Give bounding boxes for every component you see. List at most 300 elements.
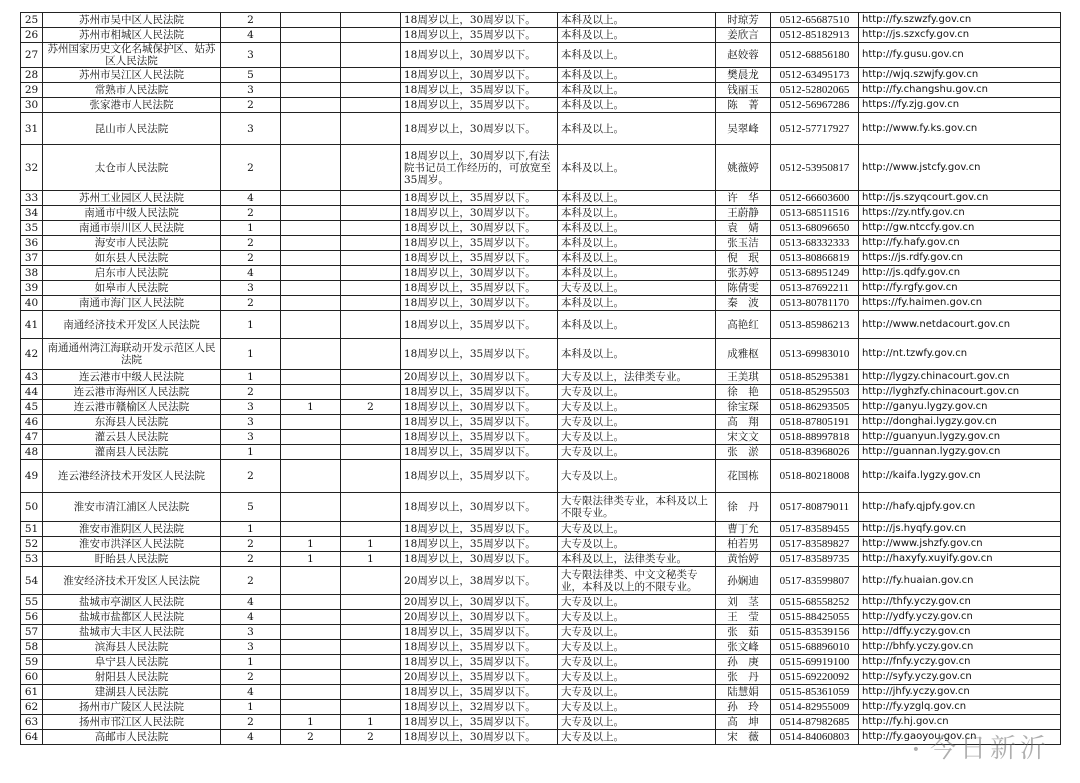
education-requirement: 大专限法律类、中文文秘类专业，本科及以上的不限专业。 <box>558 567 716 595</box>
court-name: 连云港经济技术开发区人民法院 <box>43 460 221 493</box>
quota-female <box>341 430 401 445</box>
row-number: 47 <box>21 430 43 445</box>
row-number: 36 <box>21 236 43 251</box>
contact-person: 高 坤 <box>716 715 771 730</box>
contact-phone: 0513-68096650 <box>771 221 859 236</box>
quota-female <box>341 83 401 98</box>
education-requirement: 大专及以上，法律类专业。 <box>558 370 716 385</box>
quota-male <box>281 460 341 493</box>
table-row <box>21 522 1061 537</box>
contact-phone: 0512-57717927 <box>771 113 859 145</box>
contact-person: 曹丁允 <box>716 522 771 537</box>
row-number: 42 <box>21 339 43 370</box>
education-requirement: 大专及以上。 <box>558 595 716 610</box>
row-number: 27 <box>21 43 43 68</box>
quota-total: 2 <box>221 251 281 266</box>
contact-phone: 0513-68951249 <box>771 266 859 281</box>
contact-phone: 0518-85295381 <box>771 370 859 385</box>
court-name: 常熟市人民法院 <box>43 83 221 98</box>
court-name: 扬州市广陵区人民法院 <box>43 700 221 715</box>
table-row <box>21 251 1061 266</box>
court-name: 苏州国家历史文化名城保护区、姑苏区人民法院 <box>43 43 221 68</box>
education-requirement: 本科及以上。 <box>558 28 716 43</box>
contact-person: 张 茹 <box>716 625 771 640</box>
education-requirement: 大专及以上。 <box>558 640 716 655</box>
contact-person: 花国栋 <box>716 460 771 493</box>
court-name: 淮安经济技术开发区人民法院 <box>43 567 221 595</box>
table-row <box>21 191 1061 206</box>
row-number: 33 <box>21 191 43 206</box>
quota-female: 1 <box>341 552 401 567</box>
quota-female <box>341 493 401 522</box>
age-requirement: 18周岁以上，30周岁以下。 <box>401 13 558 28</box>
table-row <box>21 700 1061 715</box>
contact-phone: 0513-80781170 <box>771 296 859 311</box>
table-row <box>21 400 1061 415</box>
contact-person: 宋 薇 <box>716 730 771 745</box>
education-requirement: 本科及以上。 <box>558 339 716 370</box>
row-number: 37 <box>21 251 43 266</box>
quota-male <box>281 430 341 445</box>
contact-person: 孙 庚 <box>716 655 771 670</box>
quota-total: 4 <box>221 685 281 700</box>
quota-female <box>341 685 401 700</box>
quota-male: 1 <box>281 552 341 567</box>
education-requirement: 本科及以上。 <box>558 13 716 28</box>
quota-male <box>281 98 341 113</box>
quota-total: 3 <box>221 415 281 430</box>
education-requirement: 大专及以上。 <box>558 610 716 625</box>
contact-phone: 0517-83589827 <box>771 537 859 552</box>
row-number: 64 <box>21 730 43 745</box>
row-number: 61 <box>21 685 43 700</box>
age-requirement: 18周岁以上，35周岁以下。 <box>401 83 558 98</box>
quota-male <box>281 251 341 266</box>
quota-male: 1 <box>281 400 341 415</box>
court-name: 苏州市吴江区人民法院 <box>43 68 221 83</box>
table-row <box>21 281 1061 296</box>
court-name: 苏州工业园区人民法院 <box>43 191 221 206</box>
quota-total: 2 <box>221 460 281 493</box>
age-requirement: 18周岁以上，30周岁以下。 <box>401 206 558 221</box>
website-url: http://ganyu.lygzy.gov.cn <box>859 400 1061 415</box>
age-requirement: 18周岁以上，30周岁以下。 <box>401 266 558 281</box>
quota-total: 4 <box>221 730 281 745</box>
quota-total: 2 <box>221 552 281 567</box>
table-row <box>21 625 1061 640</box>
website-url: http://gw.ntccfy.gov.cn <box>859 221 1061 236</box>
quota-female <box>341 113 401 145</box>
contact-person: 柏若男 <box>716 537 771 552</box>
education-requirement: 大专及以上。 <box>558 385 716 400</box>
age-requirement: 18周岁以上，35周岁以下。 <box>401 251 558 266</box>
quota-male <box>281 281 341 296</box>
quota-total: 2 <box>221 567 281 595</box>
court-name: 盐城市大丰区人民法院 <box>43 625 221 640</box>
quota-female <box>341 595 401 610</box>
website-url: http://haxyfy.xuyify.gov.cn <box>859 552 1061 567</box>
contact-phone: 0518-88997818 <box>771 430 859 445</box>
age-requirement: 18周岁以上，30周岁以下。 <box>401 493 558 522</box>
row-number: 34 <box>21 206 43 221</box>
court-name: 南通经济技术开发区人民法院 <box>43 311 221 339</box>
education-requirement: 本科及以上。 <box>558 145 716 191</box>
row-number: 26 <box>21 28 43 43</box>
table-row <box>21 43 1061 68</box>
court-name: 如皋市人民法院 <box>43 281 221 296</box>
contact-phone: 0513-69983010 <box>771 339 859 370</box>
contact-person: 赵姣蓉 <box>716 43 771 68</box>
contact-person: 王蔚静 <box>716 206 771 221</box>
quota-female <box>341 700 401 715</box>
website-url: http://fnfy.yczy.gov.cn <box>859 655 1061 670</box>
contact-phone: 0512-65687510 <box>771 13 859 28</box>
age-requirement: 20周岁以上，30周岁以下。 <box>401 595 558 610</box>
education-requirement: 大专及以上。 <box>558 460 716 493</box>
court-name: 阜宁县人民法院 <box>43 655 221 670</box>
age-requirement: 18周岁以上，35周岁以下。 <box>401 385 558 400</box>
quota-total: 2 <box>221 98 281 113</box>
table-row <box>21 715 1061 730</box>
quota-male <box>281 640 341 655</box>
age-requirement: 20周岁以上，30周岁以下。 <box>401 370 558 385</box>
age-requirement: 20周岁以上，30周岁以下。 <box>401 610 558 625</box>
quota-total: 4 <box>221 610 281 625</box>
court-name: 南通市崇川区人民法院 <box>43 221 221 236</box>
row-number: 55 <box>21 595 43 610</box>
contact-person: 钱丽玉 <box>716 83 771 98</box>
age-requirement: 18周岁以上，30周岁以下。 <box>401 68 558 83</box>
court-name: 苏州市相城区人民法院 <box>43 28 221 43</box>
table-row <box>21 145 1061 191</box>
quota-total: 4 <box>221 266 281 281</box>
table-row <box>21 206 1061 221</box>
quota-female <box>341 655 401 670</box>
age-requirement: 18周岁以上，35周岁以下。 <box>401 415 558 430</box>
table-row <box>21 640 1061 655</box>
contact-phone: 0517-83589455 <box>771 522 859 537</box>
contact-person: 陈倩雯 <box>716 281 771 296</box>
court-name: 盐城市盐都区人民法院 <box>43 610 221 625</box>
table-row <box>21 685 1061 700</box>
table-row <box>21 113 1061 145</box>
age-requirement: 18周岁以上，30周岁以下。 <box>401 113 558 145</box>
quota-female <box>341 191 401 206</box>
court-name: 扬州市邗江区人民法院 <box>43 715 221 730</box>
quota-female <box>341 145 401 191</box>
website-url: http://nt.tzwfy.gov.cn <box>859 339 1061 370</box>
table-row <box>21 98 1061 113</box>
quota-male <box>281 385 341 400</box>
education-requirement: 本科及以上。 <box>558 251 716 266</box>
row-number: 30 <box>21 98 43 113</box>
education-requirement: 本科及以上。 <box>558 206 716 221</box>
quota-male <box>281 206 341 221</box>
website-url: http://wjq.szwjfy.gov.cn <box>859 68 1061 83</box>
quota-female <box>341 296 401 311</box>
contact-person: 刘 茎 <box>716 595 771 610</box>
quota-female <box>341 625 401 640</box>
quota-total: 2 <box>221 206 281 221</box>
table-row <box>21 655 1061 670</box>
quota-female: 1 <box>341 537 401 552</box>
row-number: 58 <box>21 640 43 655</box>
table-row <box>21 552 1061 567</box>
row-number: 41 <box>21 311 43 339</box>
age-requirement: 18周岁以上，35周岁以下。 <box>401 339 558 370</box>
quota-male: 2 <box>281 730 341 745</box>
quota-total: 3 <box>221 281 281 296</box>
quota-female: 2 <box>341 400 401 415</box>
quota-male <box>281 522 341 537</box>
age-requirement: 18周岁以上，35周岁以下。 <box>401 655 558 670</box>
table-row <box>21 595 1061 610</box>
court-name: 灌南县人民法院 <box>43 445 221 460</box>
quota-male <box>281 145 341 191</box>
court-name: 南通通州湾江海联动开发示范区人民法院 <box>43 339 221 370</box>
website-url: http://hafy.qjpfy.gov.cn <box>859 493 1061 522</box>
quota-male <box>281 493 341 522</box>
quota-male <box>281 445 341 460</box>
quota-male: 1 <box>281 537 341 552</box>
quota-male <box>281 28 341 43</box>
website-url: http://www.jstcfy.gov.cn <box>859 145 1061 191</box>
quota-male <box>281 296 341 311</box>
quota-male <box>281 266 341 281</box>
website-url: http://www.netdacourt.gov.cn <box>859 311 1061 339</box>
quota-male <box>281 191 341 206</box>
court-name: 连云港市赣榆区人民法院 <box>43 400 221 415</box>
education-requirement: 本科及以上。 <box>558 221 716 236</box>
quota-male <box>281 311 341 339</box>
table-row <box>21 83 1061 98</box>
website-url: http://guanyun.lygzy.gov.cn <box>859 430 1061 445</box>
website-url: http://lyghzfy.chinacourt.gov.cn <box>859 385 1061 400</box>
table-row <box>21 296 1061 311</box>
quota-female <box>341 445 401 460</box>
quota-total: 2 <box>221 385 281 400</box>
website-url: http://lygzy.chinacourt.gov.cn <box>859 370 1061 385</box>
contact-phone: 0514-82955009 <box>771 700 859 715</box>
quota-total: 3 <box>221 43 281 68</box>
education-requirement: 本科及以上。 <box>558 68 716 83</box>
contact-person: 徐 丹 <box>716 493 771 522</box>
table-row <box>21 610 1061 625</box>
quota-female <box>341 640 401 655</box>
contact-phone: 0513-85986213 <box>771 311 859 339</box>
website-url: http://kaifa.lygzy.gov.cn <box>859 460 1061 493</box>
education-requirement: 大专及以上。 <box>558 625 716 640</box>
quota-male <box>281 415 341 430</box>
court-name: 苏州市吴中区人民法院 <box>43 13 221 28</box>
education-requirement: 本科及以上。 <box>558 311 716 339</box>
age-requirement: 18周岁以上，35周岁以下。 <box>401 460 558 493</box>
quota-total: 1 <box>221 339 281 370</box>
quota-male <box>281 68 341 83</box>
website-url: http://www.fy.ks.gov.cn <box>859 113 1061 145</box>
quota-total: 2 <box>221 236 281 251</box>
website-url: http://www.jshzfy.gov.cn <box>859 537 1061 552</box>
quota-male <box>281 113 341 145</box>
education-requirement: 本科及以上。 <box>558 296 716 311</box>
quota-total: 1 <box>221 522 281 537</box>
contact-phone: 0517-83599807 <box>771 567 859 595</box>
website-url: https://zy.ntfy.gov.cn <box>859 206 1061 221</box>
website-url: https://fy.zjg.gov.cn <box>859 98 1061 113</box>
court-name: 滨海县人民法院 <box>43 640 221 655</box>
row-number: 39 <box>21 281 43 296</box>
education-requirement: 大专及以上。 <box>558 415 716 430</box>
row-number: 40 <box>21 296 43 311</box>
quota-female <box>341 28 401 43</box>
row-number: 59 <box>21 655 43 670</box>
contact-person: 徐宝琛 <box>716 400 771 415</box>
court-name: 南通市中级人民法院 <box>43 206 221 221</box>
court-name: 盱眙县人民法院 <box>43 552 221 567</box>
quota-total: 2 <box>221 537 281 552</box>
contact-person: 姚薇婷 <box>716 145 771 191</box>
contact-person: 樊晨龙 <box>716 68 771 83</box>
quota-female <box>341 221 401 236</box>
education-requirement: 本科及以上。 <box>558 236 716 251</box>
table-row <box>21 28 1061 43</box>
contact-phone: 0518-86293505 <box>771 400 859 415</box>
quota-female <box>341 251 401 266</box>
court-name: 射阳县人民法院 <box>43 670 221 685</box>
quota-total: 1 <box>221 655 281 670</box>
contact-person: 徐 艳 <box>716 385 771 400</box>
quota-female <box>341 68 401 83</box>
row-number: 60 <box>21 670 43 685</box>
age-requirement: 18周岁以上，35周岁以下。 <box>401 445 558 460</box>
quota-female <box>341 610 401 625</box>
contact-person: 陈 菁 <box>716 98 771 113</box>
table-row <box>21 13 1061 28</box>
contact-person: 张玉洁 <box>716 236 771 251</box>
age-requirement: 18周岁以上，35周岁以下。 <box>401 537 558 552</box>
contact-phone: 0512-66603600 <box>771 191 859 206</box>
quota-male <box>281 13 341 28</box>
website-url: http://fy.gaoyou.gov.cn <box>859 730 1061 745</box>
website-url: http://thfy.yczy.gov.cn <box>859 595 1061 610</box>
table-row <box>21 221 1061 236</box>
row-number: 53 <box>21 552 43 567</box>
age-requirement: 18周岁以上，35周岁以下。 <box>401 430 558 445</box>
contact-phone: 0512-85182913 <box>771 28 859 43</box>
contact-phone: 0514-87982685 <box>771 715 859 730</box>
quota-male <box>281 83 341 98</box>
contact-phone: 0513-80866819 <box>771 251 859 266</box>
education-requirement: 大专及以上。 <box>558 537 716 552</box>
age-requirement: 18周岁以上，30周岁以下。 <box>401 221 558 236</box>
quota-male <box>281 595 341 610</box>
age-requirement: 18周岁以上，30周岁以下。 <box>401 43 558 68</box>
row-number: 62 <box>21 700 43 715</box>
website-url: http://js.hyqfy.gov.cn <box>859 522 1061 537</box>
table-row <box>21 415 1061 430</box>
contact-person: 张 淤 <box>716 445 771 460</box>
website-url: http://fy.gusu.gov.cn <box>859 43 1061 68</box>
website-url: http://fy.huaian.gov.cn <box>859 567 1061 595</box>
quota-total: 3 <box>221 83 281 98</box>
row-number: 46 <box>21 415 43 430</box>
row-number: 57 <box>21 625 43 640</box>
contact-phone: 0517-83589735 <box>771 552 859 567</box>
quota-total: 4 <box>221 191 281 206</box>
row-number: 50 <box>21 493 43 522</box>
education-requirement: 本科及以上。 <box>558 43 716 68</box>
quota-total: 2 <box>221 13 281 28</box>
contact-phone: 0515-68558252 <box>771 595 859 610</box>
contact-person: 成雅枢 <box>716 339 771 370</box>
age-requirement: 18周岁以上，35周岁以下。 <box>401 28 558 43</box>
contact-person: 秦 波 <box>716 296 771 311</box>
court-name: 南通市海门区人民法院 <box>43 296 221 311</box>
age-requirement: 18周岁以上，30周岁以下。 <box>401 296 558 311</box>
age-requirement: 18周岁以上，35周岁以下。 <box>401 281 558 296</box>
contact-phone: 0515-85361059 <box>771 685 859 700</box>
row-number: 25 <box>21 13 43 28</box>
court-name: 淮安市淮阴区人民法院 <box>43 522 221 537</box>
age-requirement: 18周岁以上，35周岁以下。 <box>401 191 558 206</box>
contact-phone: 0515-69919100 <box>771 655 859 670</box>
contact-phone: 0515-83539156 <box>771 625 859 640</box>
contact-person: 许 华 <box>716 191 771 206</box>
court-name: 淮安市清江浦区人民法院 <box>43 493 221 522</box>
table-row <box>21 493 1061 522</box>
age-requirement: 18周岁以上，35周岁以下。 <box>401 685 558 700</box>
website-url: https://fy.haimen.gov.cn <box>859 296 1061 311</box>
quota-total: 2 <box>221 145 281 191</box>
website-url: http://js.szyqcourt.gov.cn <box>859 191 1061 206</box>
table-row <box>21 236 1061 251</box>
row-number: 43 <box>21 370 43 385</box>
website-url: http://js.szxcfy.gov.cn <box>859 28 1061 43</box>
education-requirement: 本科及以上。 <box>558 83 716 98</box>
row-number: 45 <box>21 400 43 415</box>
contact-person: 王美琪 <box>716 370 771 385</box>
quota-female <box>341 415 401 430</box>
age-requirement: 18周岁以上，30周岁以下。 <box>401 552 558 567</box>
contact-phone: 0515-69220092 <box>771 670 859 685</box>
quota-male <box>281 610 341 625</box>
quota-male <box>281 43 341 68</box>
quota-female <box>341 236 401 251</box>
website-url: http://js.qdfy.gov.cn <box>859 266 1061 281</box>
quota-female <box>341 43 401 68</box>
quota-female <box>341 98 401 113</box>
quota-male <box>281 339 341 370</box>
education-requirement: 大专及以上。 <box>558 715 716 730</box>
contact-phone: 0518-85295503 <box>771 385 859 400</box>
website-url: http://ydfy.yczy.gov.cn <box>859 610 1061 625</box>
contact-person: 宋文文 <box>716 430 771 445</box>
quota-female <box>341 460 401 493</box>
website-url: http://syfy.yczy.gov.cn <box>859 670 1061 685</box>
website-url: http://donghai.lygzy.gov.cn <box>859 415 1061 430</box>
education-requirement: 本科及以上。 <box>558 266 716 281</box>
table-row <box>21 537 1061 552</box>
age-requirement: 18周岁以上，32周岁以下。 <box>401 700 558 715</box>
row-number: 63 <box>21 715 43 730</box>
quota-total: 1 <box>221 700 281 715</box>
table-row <box>21 311 1061 339</box>
contact-phone: 0518-80218008 <box>771 460 859 493</box>
quota-female <box>341 567 401 595</box>
quota-total: 3 <box>221 430 281 445</box>
education-requirement: 大专限法律类专业，本科及以上不限专业。 <box>558 493 716 522</box>
quota-female <box>341 206 401 221</box>
